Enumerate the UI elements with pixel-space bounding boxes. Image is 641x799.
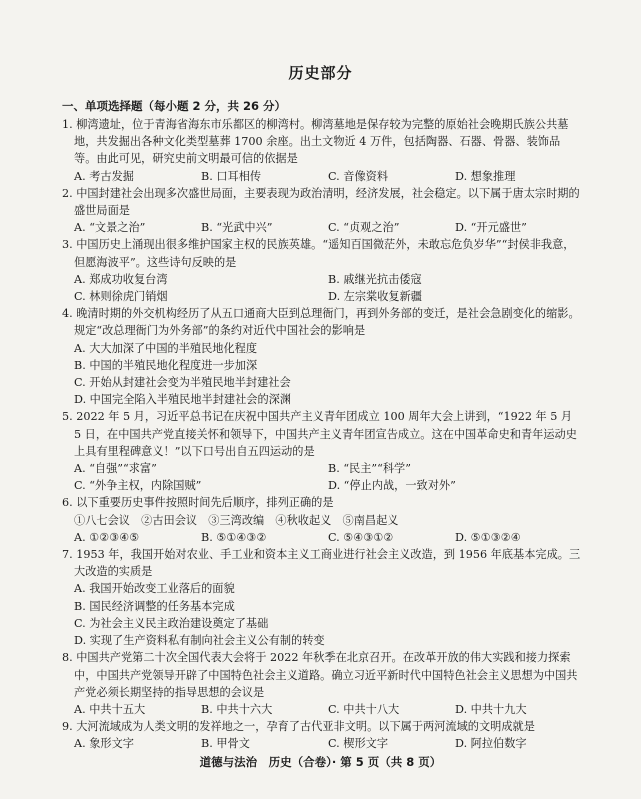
option-a: A. “自强”“求富”: [74, 462, 157, 476]
option-c: C. “外争主权，内除国贼”: [74, 479, 202, 493]
option-a: A. 我国开始改变工业落后的面貌: [74, 582, 235, 596]
option-c: C. 开始从封建社会变为半殖民地半封建社会: [74, 376, 291, 390]
question-9: [62, 718, 582, 752]
option-b: B. 中共十六大: [201, 702, 273, 716]
options: [62, 168, 582, 185]
option-b: B. “光武中兴”: [201, 221, 273, 235]
option-b: B. 中国的半殖民地化程度进一步加深: [74, 358, 258, 372]
options: [62, 219, 582, 236]
option-b: B. 甲骨文: [201, 737, 250, 751]
option-a: A. “文景之治”: [74, 221, 146, 235]
question-stem: 9. 大河流域成为人类文明的发祥地之一，孕育了古代亚非文明。以下属于两河流域的文明成就是: [62, 720, 535, 734]
question-stem: 5. 2022 年 5 月，习近平总书记在庆祝中国共产主义青年团成立 100 周年大会上讲到，“1922 年 5 月 5 日，在中国共产党直接关怀和领导下，中国共产主义青年团宣告成立。这在中国革命史和青年运动史上具有里程碑意义！”以下口号出自五四运动的是: [62, 410, 577, 458]
option-d: D. 中国完全陷入半殖民地半封建社会的深渊: [74, 393, 292, 407]
option-c: C. 为社会主义民主政治建设奠定了基础: [74, 616, 269, 630]
option-b: B. “民主”“科学”: [328, 462, 411, 476]
options: [62, 460, 582, 494]
options: [62, 529, 582, 546]
question-6: [62, 494, 582, 546]
question-list: [62, 116, 582, 753]
question-stem: 1. 柳湾遗址，位于青海省海东市乐都区的柳湾村。柳湾墓地是保存较为完整的原始社会晚期氏族公共墓地，共发掘出各种文化类型墓葬 1700 余座。出土文物近 4 万件，包括陶器、石器、骨器、装饰品等。由此可见，研究史前文明最可信的依据是: [62, 118, 569, 166]
question-4: [62, 305, 582, 408]
option-a: A. 中共十五大: [74, 702, 146, 716]
section-heading: 一、单项选择题（每小题 2 分，共 26 分）: [62, 99, 287, 113]
option-d: D. “开元盛世”: [455, 221, 527, 235]
event-sequence: ①八七会议 ②古田会议 ③三湾改编 ④秋收起义 ⑤南昌起义: [74, 513, 399, 527]
question-stem: 8. 中国共产党第二十次全国代表大会将于 2022 年秋季在北京召开。在改革开放的伟大实践和接力探索中，中国共产党领导开辟了中国特色社会主义道路。确立习近平新时代中国特色社会主义思想为中国共产党必须长期坚持的指导思想的会议是: [62, 651, 578, 699]
question-stem: 4. 晚清时期的外交机构经历了从五口通商大臣到总理衙门，再到外务部的变迁，是社会急剧变化的缩影。规定“改总理衙门为外务部”的条约对近代中国社会的影响是: [62, 307, 580, 338]
question-3: [62, 236, 582, 305]
page-footer: 道德与法治 历史（合卷）· 第 5 页（共 8 页）: [199, 755, 442, 769]
question-1: [62, 116, 582, 185]
option-a: A. 郑成功收复台湾: [74, 272, 168, 286]
option-a: A. 象形文字: [74, 737, 134, 751]
option-d: D. “停止内战，一致对外”: [328, 479, 456, 493]
question-8: [62, 649, 582, 718]
option-c: C. 中共十八大: [328, 702, 400, 716]
option-d: D. 左宗棠收复新疆: [328, 290, 422, 304]
options: [62, 271, 582, 305]
options: [62, 580, 582, 649]
option-b: B. 戚继光抗击倭寇: [328, 272, 422, 286]
option-a: A. 大大加深了中国的半殖民地化程度: [74, 341, 258, 355]
options: [62, 701, 582, 718]
option-c: C. 音像资料: [328, 169, 389, 183]
option-a: A. ①②③④⑤: [74, 530, 140, 544]
question-5: [62, 408, 582, 494]
option-c: C. 楔形文字: [328, 737, 389, 751]
option-c: C. 林则徐虎门销烟: [74, 290, 168, 304]
options: [62, 340, 582, 409]
option-c: C. “贞观之治”: [328, 221, 400, 235]
option-d: D. 想象推理: [455, 169, 516, 183]
page-title: 历史部分: [288, 64, 353, 82]
option-b: B. 口耳相传: [201, 169, 262, 183]
option-d: D. 阿拉伯数字: [455, 737, 527, 751]
question-stem: 3. 中国历史上涌现出很多维护国家主权的民族英雄。“遥知百国微茫外，未敢忘危负岁华”“封侯非我意，但愿海波平”。这些诗句反映的是: [62, 238, 575, 269]
option-b: B. ⑤①④③②: [201, 530, 267, 544]
option-d: D. ⑤①③②④: [455, 530, 521, 544]
question-2: [62, 185, 582, 237]
option-d: D. 中共十九大: [455, 702, 527, 716]
option-c: C. ⑤④③①②: [328, 530, 394, 544]
question-stem: 6. 以下重要历史事件按照时间先后顺序，排列正确的是: [62, 496, 334, 510]
question-7: [62, 546, 582, 649]
question-stem: 7. 1953 年，我国开始对农业、手工业和资本主义工商业进行社会主义改造，到 1956 年底基本完成。三大改造的实质是: [62, 548, 581, 579]
question-stem: 2. 中国封建社会出现多次盛世局面，主要表现为政治清明，经济发展，社会稳定。以下属于唐太宗时期的盛世局面是: [62, 186, 580, 218]
options: [62, 735, 582, 752]
option-a: A. 考古发掘: [74, 169, 134, 183]
option-d: D. 实现了生产资料私有制向社会主义公有制的转变: [74, 634, 325, 648]
option-b: B. 国民经济调整的任务基本完成: [74, 599, 235, 613]
